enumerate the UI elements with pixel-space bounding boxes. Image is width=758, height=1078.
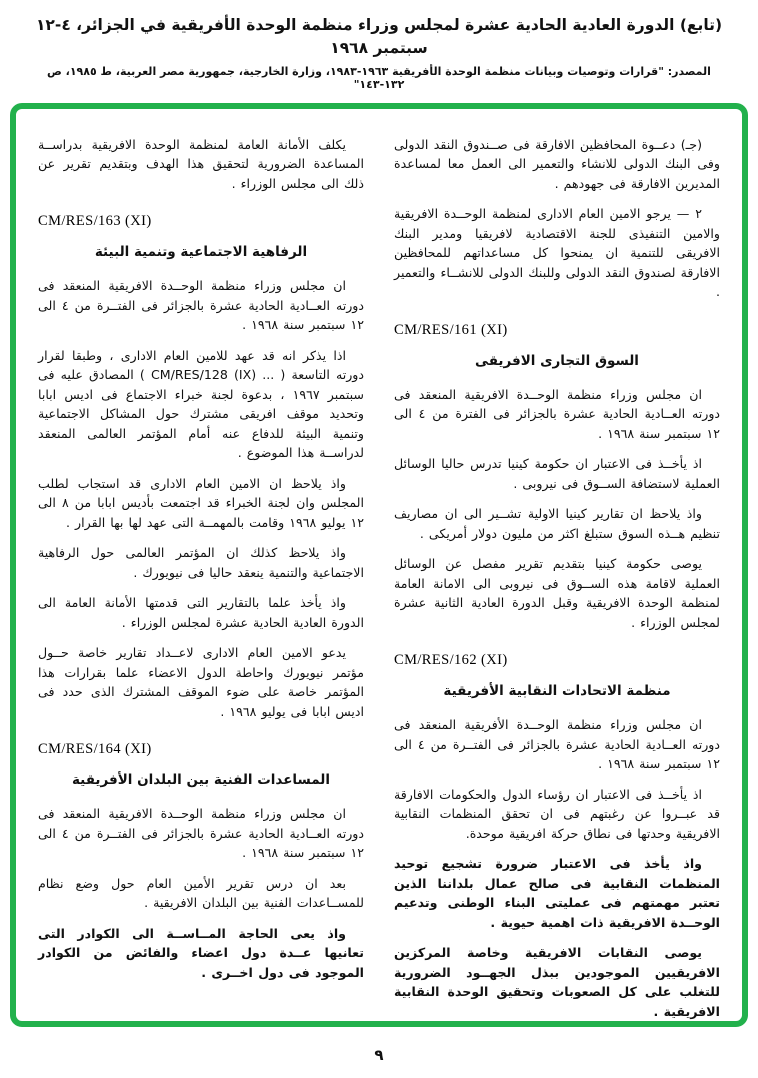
section-heading: الرفاهية الاجتماعية وتنمية البيئة [94, 244, 308, 261]
section-heading: منظمة الاتحادات النقابية الأفريقية [443, 683, 671, 700]
paragraph: ٢ — يرجو الامين العام الادارى لمنظمة الوحــدة الافريقية والامين التنفيذى للجنة الاقتصادية لافريقيا ومدير البنك الافريقى للتنمية ان يمنحوا كل مساعداتهم للمحافظين الافارقة لصندوق النقد الدولى وللبنك الدولى للانشــاء والتعمير . [394, 206, 720, 300]
paragraph: اذ يأخــذ فى الاعتبار ان رؤساء الدول والحكومات الافارقة قد عبــروا عن رغبتهم فى ان تحقق المنظمات النقابية الافريقية وحدتها فى نطاق حركة افريقية موحدة. [394, 786, 720, 841]
section-heading: السوق التجارى الافريقى [475, 352, 639, 369]
paragraph: ان مجلس وزراء منظمة الوحــدة الافريقية المنعقد فى دورته العــادية الحادية عشرة بالجزائر فى الفتــرة من ٤ الى ١٢ سبتمبر سنة ١٩٦٨ . [38, 278, 364, 333]
page-title: (تابع) الدورة العادية الحادية عشرة لمجلس وزراء منظمة الوحدة الأفريقية في الجزائر، ٤-١٢ سبتمبر ١٩٦٨ [35, 16, 723, 58]
resolution-code: CM/RES/164 (XI) [38, 741, 152, 758]
paragraph: واذ يعى الحاجة المــاســة الى الكوادر التى تعانيها عــدة دول اعضاء والفائض من الكوادر الموجود فى دول اخــرى . [38, 925, 364, 980]
resolution-code: CM/RES/163 (XI) [38, 213, 152, 230]
paragraph: يدعو الامين العام الادارى لاعــداد تقارير خاصة حــول مؤتمر نيويورك واحاطة الدول الاعضاء علما بقرارات هذا المؤتمر خاصة على ضوء الموقف المشترك الذى حدد فى اديس ابابا فى يوليو ١٩٦٨ . [38, 645, 364, 719]
paragraph: واذ يأخذ فى الاعتبار ضرورة تشجيع توحيد المنظمات النقابية فى صالح عمال بلداننا الذين تعتبر مهمتهم فى عمليتى البناء الوطنى وتدعيم الوحــدة الافريقية ذات اهمية حيوية . [394, 856, 720, 930]
page-footer [0, 1045, 758, 1064]
paragraph: واذ يلاحظ كذلك ان المؤتمر العالمى حول الرفاهية الاجتماعية والتنمية ينعقد حاليا فى نيويورك . [38, 545, 364, 580]
paragraph: ان مجلس وزراء منظمة الوحــدة الافريقية المنعقد فى دورته العــادية الحادية عشرة بالجزائر فى الفتــرة من ٤ الى ١٢ سبتمبر سنة ١٩٦٨ . [38, 806, 364, 861]
paragraph: (جـ) دعــوة المحافظين الافارقة فى صــندوق النقد الدولى وفى البنك الدولى للانشاء والتعمير الى العمل معا لمساعدة المديرين الافارقة فى جهودهم . [394, 136, 720, 191]
resolution-code: CM/RES/161 (XI) [394, 321, 508, 338]
paragraph: يوصى حكومة كينيا بتقديم تقرير مفصل عن الوسائل العملية لاقامة هذه الســوق فى نيروبى الى الامانة العامة لمنظمة الوحدة الافريقية وقبل الدورة العادية الثانية عشرة لمجلس الوزراء . [394, 556, 720, 630]
paragraph: اذا يذكر انه قد عهد للامين العام الادارى ، وطبقا لقرار دورته التاسعة ( ... CM/RES/128 (IX) ) المصادق عليه فى سبتمبر ١٩٦٧ ، بدعوة لجنة خبراء الاجتماع فى اديس ابابا وتحديد موقف افريقى مشترك حول المشاكل الاجتماعية وتنمية البيئة للدفاع عنه أمام المؤتمر العالمى المنعقد لدراســة هذا الموضوع . [38, 347, 364, 461]
paragraph: واذ يلاحظ ان الامين العام الادارى قد استجاب لطلب المجلس وان لجنة الخبراء قد اجتمعت بأديس ابابا من ٨ الى ١٢ يوليو ١٩٦٨ وقامت بالمهمــة التى عهد لها بها القرار . [38, 475, 364, 530]
green-border-frame [10, 103, 748, 1027]
paragraph: اذ يأخــذ فى الاعتبار ان حكومة كينيا تدرس حاليا الوسائل العملية لاستضافة الســوق فى نيروبى . [394, 456, 720, 491]
page-number: ٩ [374, 1046, 384, 1064]
page-header [0, 0, 758, 91]
source-citation: المصدر: "قرارات وتوصيات وبيانات منظمة الوحدة الأفريقية ١٩٦٣-١٩٨٣، وزارة الخارجية، جمهورية مصر العربية، ط ١٩٨٥، ص ١٣٢-١٤٣" [47, 64, 711, 91]
resolution-code: CM/RES/162 (XI) [394, 652, 508, 669]
paragraph: واذ يلاحظ ان تقارير كينيا الاولية تشــير الى ان مصاريف تنظيم هــذه السوق ستبلغ اكثر من مليون دولار أمريكى . [394, 506, 720, 541]
section-heading: المساعدات الفنية بين البلدان الأفريقية [72, 772, 330, 789]
paragraph: ان مجلس وزراء منظمة الوحــدة الافريقية المنعقد فى دورته العــادية الحادية عشرة بالجزائر فى الفترة من ٤ الى ١٢ سبتمبر سنة ١٩٦٨ . [394, 386, 721, 441]
paragraph: واذ يأخذ علما بالتقارير التى قدمتها الأمانة العامة الى الدورة العادية الحادية عشرة لمجلس الوزراء . [38, 595, 364, 630]
paragraph: بعد ان درس تقرير الأمين العام حول وضع نظام للمســاعدات الفنية بين البلدان الافريقية . [38, 875, 364, 911]
paragraph: يكلف الأمانة العامة لمنظمة الوحدة الافريقية بدراســة المساعدة الضرورية لتحقيق هذا الهدف وبتقديم تقرير عن ذلك الى مجلس الوزراء . [38, 136, 364, 191]
column-right [394, 135, 721, 1019]
paragraph: ان مجلس وزراء منظمة الوحــدة الأفريقية المنعقد فى دورته العــادية الحادية عشرة بالجزائر فى الفتــرة من ٤ الى ١٢ سبتمبر سنة ١٩٦٨ . [394, 717, 720, 772]
paragraph: يوصى النقابات الافريقية وخاصة المركزين الافريقيين الموجودين ببذل الجهــود الضرورية للتغلب على كل الصعوبات وتحقيق الوحدة النقابية الافريقية . [394, 945, 720, 1019]
column-left [38, 135, 364, 1013]
